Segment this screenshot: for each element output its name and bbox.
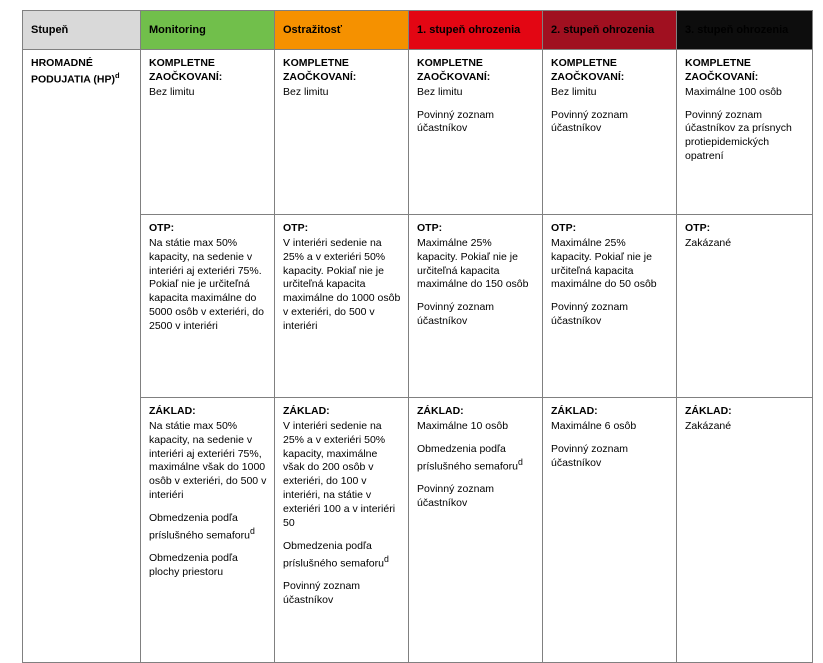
- covid-measures-table: [22, 10, 813, 663]
- cell-paragraph: Zakázané: [685, 419, 732, 432]
- column-header-stupen-1: 1. stupeň ohrozenia: [409, 11, 543, 50]
- cell-title: OTP:: [685, 222, 711, 234]
- cell-paragraph: Obmedzenia podľa príslušného semaforu$^d$: [283, 539, 389, 570]
- cell-title: OTP:: [283, 222, 309, 234]
- cell-paragraph: V interiéri sedenie na 25% a v exteriéri 50% kapacity. Pokiaľ nie je určiteľná kapacita maximálne do 1000 osôb v exteriéri, do 500 v interiéri: [283, 236, 401, 333]
- cell-paragraph: Obmedzenia podľa plochy priestoru: [149, 552, 238, 579]
- cell-title: OTP:: [417, 222, 443, 234]
- cell-title: KOMPLETNE ZAOČKOVANÍ:: [417, 57, 491, 83]
- cell-title: ZÁKLAD:: [417, 405, 464, 417]
- table-row: [23, 50, 813, 215]
- cell-paragraph: Bez limitu: [149, 85, 195, 98]
- cell-paragraph: Povinný zoznam účastníkov: [551, 301, 629, 328]
- cell-ostrazitost-vaccinated: [275, 50, 409, 215]
- cell-paragraph: Povinný zoznam účastníkov: [417, 482, 495, 509]
- cell-paragraph: Povinný zoznam účastníkov: [551, 442, 629, 469]
- cell-paragraph: Maximálne 25% kapacity. Pokiaľ nie je určiteľná kapacita maximálne do 50 osôb: [551, 236, 657, 291]
- cell-paragraph: Bez limitu: [417, 85, 463, 98]
- cell-paragraph: Maximálne 25% kapacity. Pokiaľ nie je určiteľná kapacita maximálne do 150 osôb: [417, 236, 529, 291]
- column-header-stupen-2: 2. stupeň ohrozenia: [543, 11, 677, 50]
- cell-paragraph: Obmedzenia podľa príslušného semaforu$^d$: [417, 442, 523, 473]
- column-header-stupen-3: 3. stupeň ohrozenia: [677, 11, 813, 50]
- cell-stupen2-otp: [543, 215, 677, 398]
- table-header-row: [23, 11, 813, 50]
- row-label-hromadne-podujatia: [23, 50, 141, 663]
- cell-title: ZÁKLAD:: [149, 405, 196, 417]
- cell-paragraph: Maximálne 6 osôb: [551, 419, 637, 432]
- cell-title: KOMPLETNE ZAOČKOVANÍ:: [551, 57, 625, 83]
- cell-monitoring-vaccinated: [141, 50, 275, 215]
- cell-stupen2-vaccinated: [543, 50, 677, 215]
- cell-ostrazitost-otp: [275, 215, 409, 398]
- cell-paragraph: Na státie max 50% kapacity, na sedenie v interiéri aj exteriéri 75%, maximálne však do 1000 osôb v exteriéri, do 500 v interiéri: [149, 419, 267, 502]
- cell-title: OTP:: [149, 222, 175, 234]
- cell-paragraph: Na státie max 50% kapacity, na sedenie v interiéri aj exteriéri 75%. Pokiaľ nie je určiteľná kapacita maximálne do 5000 osôb v exteriéri, do 2500 v interiéri: [149, 236, 264, 333]
- cell-title: KOMPLETNE ZAOČKOVANÍ:: [283, 57, 357, 83]
- cell-paragraph: Povinný zoznam účastníkov za prísnych protiepidemických opatrení: [685, 108, 792, 163]
- cell-monitoring-zaklad: [141, 398, 275, 663]
- cell-stupen3-vaccinated: [677, 50, 813, 215]
- cell-paragraph: Obmedzenia podľa príslušného semaforu$^d$: [149, 512, 255, 542]
- cell-title: ZÁKLAD:: [551, 405, 598, 417]
- cell-stupen1-otp: [409, 215, 543, 398]
- cell-paragraph: Povinný zoznam účastníkov: [551, 108, 629, 135]
- cell-stupen3-otp: [677, 215, 813, 398]
- cell-paragraph: Povinný zoznam účastníkov: [283, 579, 361, 606]
- cell-paragraph: Povinný zoznam účastníkov: [417, 301, 495, 328]
- cell-title: KOMPLETNE ZAOČKOVANÍ:: [685, 57, 759, 83]
- cell-stupen1-vaccinated: [409, 50, 543, 215]
- cell-title: ZÁKLAD:: [685, 405, 732, 417]
- cell-paragraph: Bez limitu: [551, 85, 597, 98]
- table-row: [23, 398, 813, 663]
- table-row: [23, 215, 813, 398]
- row-label-superscript: d: [115, 70, 120, 80]
- cell-ostrazitost-zaklad: [275, 398, 409, 663]
- column-header-ostrazitost: Ostražitosť: [275, 11, 409, 50]
- row-label-text: HROMADNÉ PODUJATIA (HP): [31, 57, 115, 86]
- cell-paragraph: Povinný zoznam účastníkov: [417, 108, 495, 135]
- cell-stupen2-zaklad: [543, 398, 677, 663]
- cell-title: KOMPLETNE ZAOČKOVANÍ:: [149, 57, 223, 83]
- column-header-stupen: Stupeň: [23, 11, 141, 50]
- cell-paragraph: Zakázané: [685, 236, 732, 249]
- cell-stupen1-zaklad: [409, 398, 543, 663]
- cell-monitoring-otp: [141, 215, 275, 398]
- cell-paragraph: Bez limitu: [283, 85, 329, 98]
- cell-title: OTP:: [551, 222, 577, 234]
- cell-title: ZÁKLAD:: [283, 405, 330, 417]
- cell-stupen3-zaklad: [677, 398, 813, 663]
- cell-paragraph: Maximálne 10 osôb: [417, 419, 509, 432]
- column-header-monitoring: Monitoring: [141, 11, 275, 50]
- cell-paragraph: V interiéri sedenie na 25% a v exteriéri 50% kapacity, maximálne však do 200 osôb v exteriéri, do 100 v interiéri, na státie v exteriéri 100 a v interiéri 50: [283, 419, 396, 529]
- cell-paragraph: Maximálne 100 osôb: [685, 85, 782, 98]
